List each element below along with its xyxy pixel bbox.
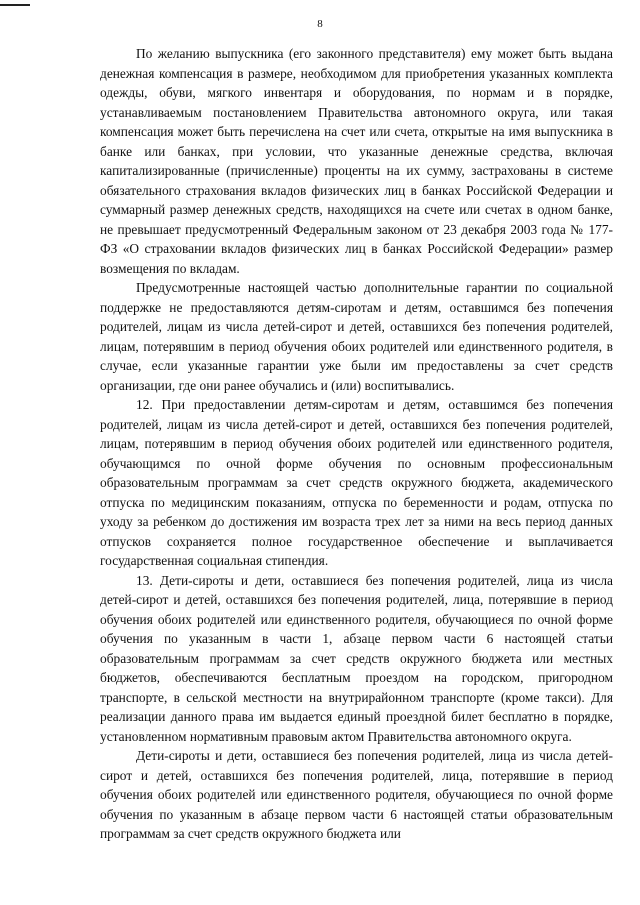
page-number: 8 — [317, 18, 323, 30]
paragraph-guarantees-exception: Предусмотренные настоящей частью дополнительные гарантии по социальной поддержке не предоставляются детям-сиротам и детям, оставшимся без попечения родителей, лицам из числа детей-сирот и детей, оставшихся без попечения родителей, лицам, потерявшим в период обучения обоих родителей или единственного родителя, в случае, если указанные гарантии уже были им предоставлены за счет средств организации, где они ранее обучались и (или) воспитывались. — [100, 280, 613, 393]
paragraph-item-13: 13. Дети-сироты и дети, оставшиеся без попечения родителей, лица из числа детей-сирот и детей, оставшихся без попечения родителей, лица, потерявшие в период обучения обоих родителей или единственного родителя, обучающиеся по очной форме обучения по указанным в части 1, абзаце первом части 6 настоящей статьи образовательным программам за счет средств окружного бюджета или местных бюджетов, обеспечиваются бесплатным проездом на городском, пригородном транспорте, в сельской местности на внутрирайонном транспорте (кроме такси). Для реализации данного права им выдается единый проездной билет бесплатно в порядке, установленном нормативным правовым актом Правительства автономного округа. — [100, 572, 613, 744]
paragraph-item-12: 12. При предоставлении детям-сиротам и детям, оставшимся без попечения родителей, лицам из числа детей-сирот и детей, оставшихся без попечения родителей, лицам, потерявшим в период обучения обоих родителей или единственного родителя, обучающимся по очной форме обучения по основным профессиональным образовательным программам за счет средств окружного бюджета, академического отпуска по медицинским показаниям, отпуска по беременности и родам, отпуска по уходу за ребенком до достижения им возраста трех лет за ними на весь период данных отпусков сохраняется полное государственное обеспечение и выплачивается государственная социальная стипендия. — [100, 397, 613, 568]
document-body — [100, 44, 613, 844]
paragraph-compensation: По желанию выпускника (его законного представителя) ему может быть выдана денежная компенсация в размере, необходимом для приобретения указанных комплекта одежды, обуви, мягкого инвентаря и оборудования, по нормам и в порядке, устанавливаемым постановлением Правительства автономного округа, или такая компенсация может быть перечислена на счет или счета, открытые на имя выпускника в банке или банках, при условии, что указанные денежные средства, включая капитализированные (причисленные) проценты на их сумму, застрахованы в системе обязательного страхования вкладов физических лиц в банках Российской Федерации и суммарный размер денежных средств, находящихся на счете или счетах в одном банке, не превышает предусмотренный Федеральным законом от 23 декабря 2003 года № 177-ФЗ «О страховании вкладов физических лиц в банках Российской Федерации» размер возмещения по вкладам. — [100, 46, 613, 276]
corner-scan-mark — [0, 4, 30, 6]
paragraph-item-13-continued: Дети-сироты и дети, оставшиеся без попечения родителей, лица из числа детей-сирот и детей, оставшихся без попечения родителей, лица, потерявшие в период обучения обоих родителей или единственного родителя, обучающиеся по очной форме обучения по указанным в абзаце первом части 6 настоящей статьи образовательным программам за счет средств окружного бюджета или — [100, 748, 613, 841]
